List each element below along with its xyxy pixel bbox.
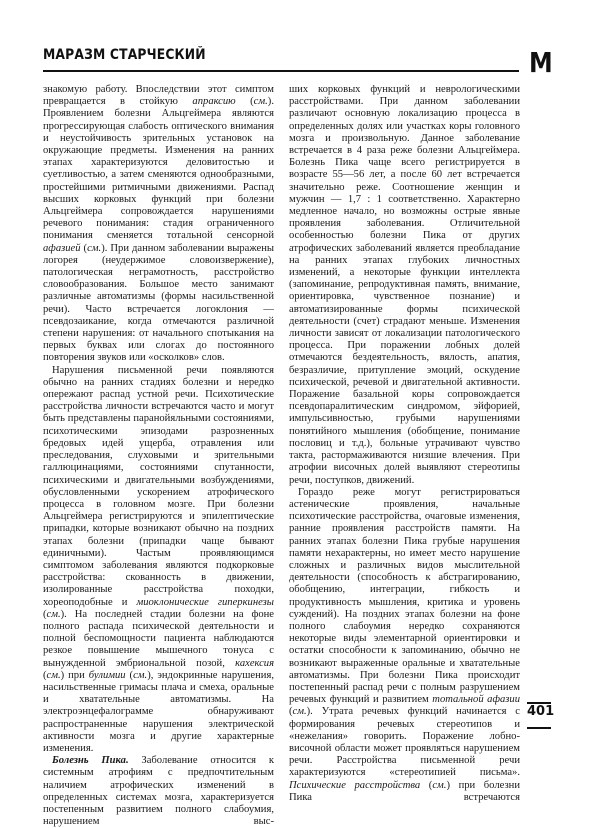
text-run: ших корковых функций и неврологическими расстройствами. При данном заболевании различают основную локализацию процесса в определенных долях или участках коры головного мозга и произвольную. Данное заболевание встречается в 4 раза реже болезни Альцгеймера. Болезнь Пика чаще всего регистрируется в возрасте 55—56 лет, а после 60 лет встречается значительно реже. Соотношение женщин и мужчин — 1,7 : 1 соответственно. Характерно медленное начало, но возможны острые явные проявления заболевания. Отличительной особенностью болезни Пика от других атрофических заболеваний является преобладание на ранних этапах глубоких личностных изменений, а некоторые функции интеллекта (запоминание, репродуктивная память, внимание, ориентировка, чувственное познание) и автоматизированные формы психической деятельности (счет) страдают меньше. Изменения личности зависят от локализации патологического процесса. При поражении лобных долей отмечаются бездеятельность, вялость, апатия, безразличие, притупление эмоций, оскудение психической, речевой и двигательной активности. Поражение базальной коры сопровождается псевдопаралитическим синдромом, эйфорией, импульсивностью, грубыми нарушениями понятийного мышления (обобщение, понимание пословиц и т.д.), больные утрачивают чувство такта, растормаживаются низшие влечения. При атрофии височных долей выявляют стереотипы речи, поступков, движений. [289,84,520,486]
text-run: ), эндокринные нарушения, насильственные гримасы плача и смеха, оральные и хватательные автоматизмы. На электроэнцефалограмме обнаруживают распространенные нарушения электрической активности мозга и другие характерные изменения. [43,669,274,754]
text-run: ( [125,669,134,681]
paragraph [43,84,274,365]
cross-reference: тотальной афазии [432,694,520,706]
page-number-rule-bottom [527,727,551,729]
section-letter: М [529,46,553,79]
paragraph [43,365,274,756]
text-run: ( [420,779,433,791]
text-run: ). Утрата речевых функций начинается с формирования речевых стереотипов и «нежелания» говорить. Поражение лобно-височной области может проявляться нарушением речи. Расстройства письменной речи характеризуются «стереотипией письма». [289,706,520,779]
cross-reference: см. [292,706,307,718]
cross-reference: см. [133,669,148,681]
text-run: ( [235,96,254,108]
cross-reference: миоклонические гиперкинезы [136,596,274,608]
cross-reference: см. [87,242,102,254]
cross-reference: см. [253,96,268,108]
left-column [43,84,274,828]
text-run: Нарушения письменной речи появляются обычно на ранних стадиях болезни и нередко опережают распад устной речи. Психотические расстройства личности встречаются часто и могут быть представлены паранойяльными состояниями, психотическими эпизодами разрозненных бредовых идей ущерба, отравления или преследования, слуховыми и зрительными галлюцинациями, состояниями спутанности, психическими и двигательными возбуждениями, обусловленными ускорением атрофического процесса в головном мозге. При болезни Альцгеймера регистрируются и эпилептические припадки, которые возникают обычно на поздних этапах болезни (припадки чаще бывают единичными). Частым проявляющимся симптомом заболевания являются подкорковые расстройства: скованность в движении, изолированные расстройства походки, хореоподобные и [43,364,274,608]
right-column [289,84,520,803]
paragraph [43,755,274,828]
text-run: ) при [60,669,89,681]
text-run: ) при болезни Пика встречаются [289,779,520,803]
cross-reference: см. [46,669,61,681]
paragraph [289,487,520,804]
text-run: ). На последней стадии болезни на фоне полного распада психической деятельности и полной беспомощности пациента наблюдаются резкое повышение мышечного тонуса с вынужденной эмбриональной позой, [43,608,274,669]
text-run: ( [43,669,47,681]
cross-reference: см. [46,608,61,620]
text-run: знакомую работу. Впоследствии этот симптом превращается в стойкую [43,84,274,108]
header-rule [43,70,519,72]
paragraph [289,84,520,487]
header-title: МАРАЗМ СТАРЧЕСКИЙ [43,47,206,63]
text-run: ). При данном заболевании выражены логорея (неудержимое словоизвержение), патологическая неграмотность, расстройство словообразования. Большое место занимают различные автоматизмы (формы насильственной речи). Часто встречается логоклония — псевдозаикание, когда отмечаются различной степени нарушения: от начального спотыкания на первых буквах или слогах до постоянного повторения звуков или «осколков» слов. [43,242,274,364]
cross-reference: кахексия [235,657,274,669]
cross-reference: афазией [43,242,81,254]
cross-reference: Психические расстройства [289,779,421,791]
text-run: ( [80,242,88,254]
cross-reference: апраксию [192,96,236,108]
cross-reference: булимии [88,669,126,681]
text-run: ). Проявлением болезни Альцгеймера являются прогрессирующая слабость оптического внимания и неустойчивость зрительных установок на окружающие предметы. Изменения на ранних этапах характеризуются деловитостью и суетливостью, а затем сменяются однообразными, простейшими ритмичными движениями. Распад высших корковых функций при болезни Альцгеймера сопровождается нарушениями речевого понимания: стадия ограниченного понимания сменяется тотальной сенсорной [43,96,274,242]
cross-reference: см. [432,779,447,791]
text-run: Заболевание относится к системным атрофиям с предпочтительным наличием атрофических изменений в определенных системах мозга, характеризуется постепенным развитием полного слабоумия, нарушением выс- [43,755,274,828]
text-run: Гораздо реже могут регистрироваться астенические проявления, начальные психотические расстройства, очаговые изменения, ранние проявления расстройств памяти. На ранних этапах болезни Пика грубые нарушения памяти нехарактерны, но имеет место нарушение сложных и различных видов мыслительной деятельности (способность к абстрагированию, обобщению, интеграции, гибкость и продуктивность мышления, критика и уровень суждений). На поздних этапах болезни на фоне полного слабоумия нередко сохраняются некоторые виды элементарной ориентировки и остатки способности к запоминанию, обычно не возникают выраженные оральные и хватательные автоматизмы. При болезни Пика происходит постепенный распад речи с полным разрушением речевых функций и развитием [289,486,520,706]
entry-heading: Болезнь Пика. [52,755,129,767]
text-run: ( [289,706,293,718]
page-number: 401 [527,704,555,719]
text-run: ( [43,608,47,620]
